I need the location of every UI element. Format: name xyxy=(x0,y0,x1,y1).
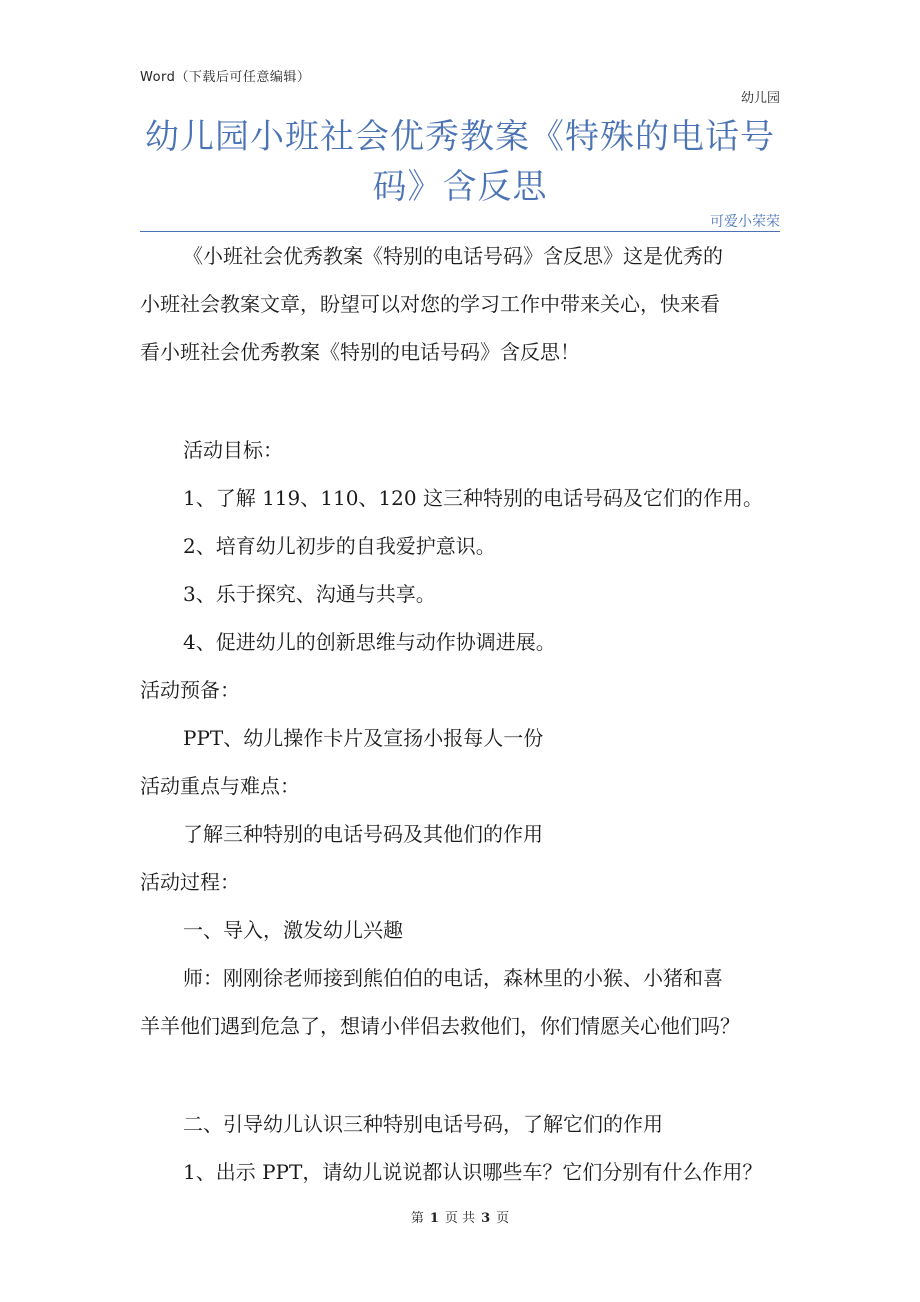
footer-middle: 页 共 xyxy=(444,1211,476,1226)
prep-text: PPT、幼儿操作卡片及宣扬小报每人一份 xyxy=(183,726,544,750)
step1-line-1: 师：刚刚徐老师接到熊伯伯的电话，森林里的小猴、小猪和喜 xyxy=(183,966,723,990)
prep-heading: 活动预备： xyxy=(140,678,240,702)
intro-line-3: 看小班社会优秀教案《特别的电话号码》含反思！ xyxy=(140,340,580,364)
title-line-2: 码》含反思 xyxy=(372,167,548,207)
step1-line-2: 羊羊他们遇到危急了，想请小伴侣去救他们，你们情愿关心他们吗？ xyxy=(140,1014,740,1038)
header-category: 幼儿园 xyxy=(740,91,780,106)
footer-total-pages: 3 xyxy=(481,1211,491,1226)
page-footer xyxy=(0,1207,920,1226)
step2-heading: 二、引导幼儿认识三种特别电话号码，了解它们的作用 xyxy=(183,1112,663,1136)
goal-item-4: 4、促进幼儿的创新思维与动作协调进展。 xyxy=(183,630,556,654)
download-watermark: Word（下载后可任意编辑） xyxy=(140,70,311,85)
document-title xyxy=(140,112,780,212)
goal-item-1: 1、了解 119、110、120 这三种特别的电话号码及它们的作用。 xyxy=(183,486,763,510)
process-heading: 活动过程： xyxy=(140,870,240,894)
goal-item-2: 2、培育幼儿初步的自我爱护意识。 xyxy=(183,534,496,558)
title-line-1: 幼儿园小班社会优秀教案《特殊的电话号 xyxy=(145,117,775,157)
footer-prefix: 第 xyxy=(410,1211,424,1226)
intro-line-1: 《小班社会优秀教案《特别的电话号码》含反思》这是优秀的 xyxy=(183,244,723,268)
footer-page-number: 1 xyxy=(429,1211,439,1226)
goals-heading: 活动目标： xyxy=(183,438,283,462)
key-text: 了解三种特别的电话号码及其他们的作用 xyxy=(183,822,543,846)
goal-item-3: 3、乐于探究、沟通与共享。 xyxy=(183,582,436,606)
step1-heading: 一、导入，激发幼儿兴趣 xyxy=(183,918,403,942)
footer-suffix: 页 xyxy=(496,1211,510,1226)
key-heading: 活动重点与难点： xyxy=(140,774,300,798)
intro-line-2: 小班社会教案文章，盼望可以对您的学习工作中带来关心，快来看 xyxy=(140,292,720,316)
author-name: 可爱小荣荣 xyxy=(710,214,780,230)
step2-item-1: 1、出示 PPT，请幼儿说说都认识哪些车？它们分别有什么作用？ xyxy=(183,1160,763,1184)
